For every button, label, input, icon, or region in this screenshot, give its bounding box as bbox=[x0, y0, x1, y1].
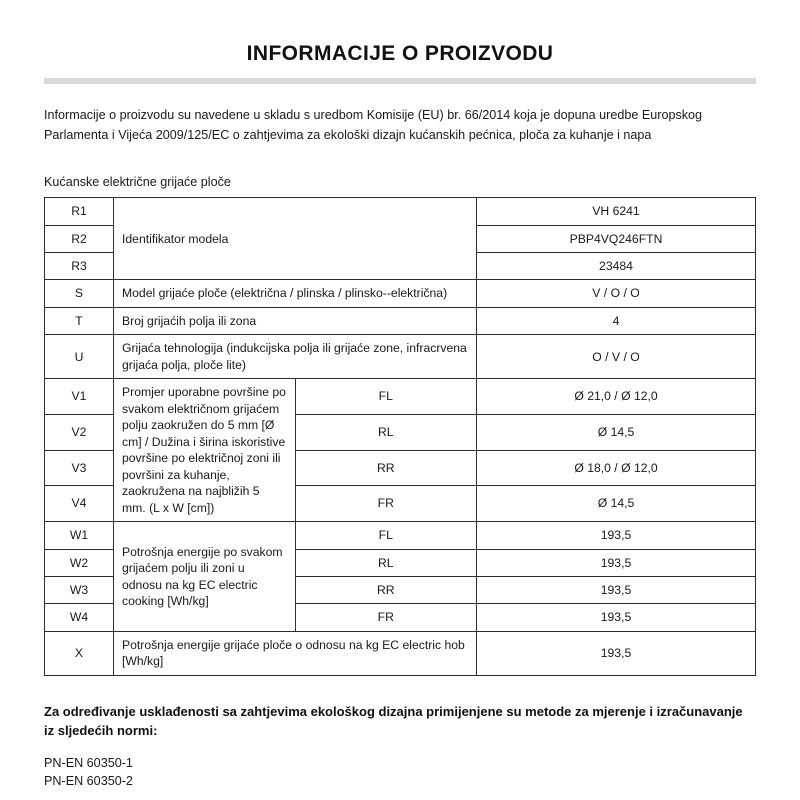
row-value: 193,5 bbox=[477, 522, 756, 549]
row-code: V4 bbox=[45, 486, 114, 522]
specification-table bbox=[44, 197, 756, 676]
row-position: FL bbox=[295, 522, 477, 549]
row-value: O / V / O bbox=[477, 335, 756, 379]
row-position: FR bbox=[295, 486, 477, 522]
row-code: U bbox=[45, 335, 114, 379]
row-code: V3 bbox=[45, 450, 114, 486]
row-description: Broj grijaćih polja ili zona bbox=[114, 307, 477, 334]
row-description: Grijaća tehnologija (indukcijska polja ili grijaće zone, infracrvena grijaća polja, ploče lite) bbox=[114, 335, 477, 379]
intro-paragraph: Informacije o proizvodu su navedene u skladu s uredbom Komisije (EU) br. 66/2014 koja je dopuna uredbe Europskog Parlamenta i Vijeća 2009/125/EC o zahtjevima za ekološki dizajn kućanskih pećnica, ploča za kuhanje i napa bbox=[44, 108, 703, 142]
table-row bbox=[45, 198, 756, 225]
table-row bbox=[45, 307, 756, 334]
page-title: INFORMACIJE O PROIZVODU bbox=[246, 42, 554, 65]
row-position: FR bbox=[295, 604, 477, 631]
specification-table-body bbox=[45, 198, 756, 676]
row-description: Promjer uporabne površine po svakom električnom grijaćem polju zaokružen do 5 mm [Ø cm] / Dužina i širina iskoristive površine po električnoj zoni ili površini za kuhanje, zaokružena na najbližih 5 mm. (L x W [cm]) bbox=[114, 379, 296, 522]
row-value: Ø 14,5 bbox=[477, 486, 756, 522]
row-code: W3 bbox=[45, 577, 114, 604]
row-code: W4 bbox=[45, 604, 114, 631]
row-position: FL bbox=[295, 379, 477, 415]
row-code: R3 bbox=[45, 252, 114, 279]
row-code: S bbox=[45, 280, 114, 307]
row-description: Potrošnja energije po svakom grijaćem polju ili zoni u odnosu na kg EC electric cooking [Wh/kg] bbox=[114, 522, 296, 632]
row-code: R2 bbox=[45, 225, 114, 252]
row-value: V / O / O bbox=[477, 280, 756, 307]
row-code: W2 bbox=[45, 549, 114, 576]
table-row bbox=[45, 280, 756, 307]
row-value: Ø 14,5 bbox=[477, 415, 756, 451]
table-row bbox=[45, 335, 756, 379]
row-value: 193,5 bbox=[477, 604, 756, 631]
row-value: 193,5 bbox=[477, 549, 756, 576]
row-code: W1 bbox=[45, 522, 114, 549]
row-description: Potrošnja energije grijaće ploče o odnosu na kg EC electric hob [Wh/kg] bbox=[114, 631, 477, 675]
row-position: RR bbox=[295, 450, 477, 486]
row-value: 4 bbox=[477, 307, 756, 334]
row-code: V2 bbox=[45, 415, 114, 451]
table-row bbox=[45, 522, 756, 549]
section-label: Kućanske električne grijaće ploče bbox=[44, 175, 231, 190]
title-divider bbox=[44, 78, 756, 84]
row-value: 193,5 bbox=[477, 631, 756, 675]
row-code: X bbox=[45, 631, 114, 675]
norm-item: PN-EN 60350-1 bbox=[44, 755, 133, 770]
row-code: T bbox=[45, 307, 114, 334]
row-value: PBP4VQ246FTN bbox=[477, 225, 756, 252]
table-row bbox=[45, 379, 756, 415]
compliance-note: Za određivanje usklađenosti sa zahtjevima ekološkog dizajna primijenjene su metode za mjerenje i izračunavanje iz sljedećih normi: bbox=[44, 703, 743, 739]
row-code: V1 bbox=[45, 379, 114, 415]
row-value: Ø 18,0 / Ø 12,0 bbox=[477, 450, 756, 486]
row-position: RR bbox=[295, 577, 477, 604]
row-description: Model grijaće ploče (električna / plinska / plinsko--električna) bbox=[114, 280, 477, 307]
row-position: RL bbox=[295, 415, 477, 451]
row-value: VH 6241 bbox=[477, 198, 756, 225]
row-value: 193,5 bbox=[477, 577, 756, 604]
row-code: R1 bbox=[45, 198, 114, 225]
norm-item: PN-EN 60350-2 bbox=[44, 774, 133, 789]
row-position: RL bbox=[295, 549, 477, 576]
row-description: Identifikator modela bbox=[114, 198, 477, 280]
row-value: Ø 21,0 / Ø 12,0 bbox=[477, 379, 756, 415]
norms-list bbox=[44, 754, 756, 791]
table-row bbox=[45, 631, 756, 675]
row-value: 23484 bbox=[477, 252, 756, 279]
